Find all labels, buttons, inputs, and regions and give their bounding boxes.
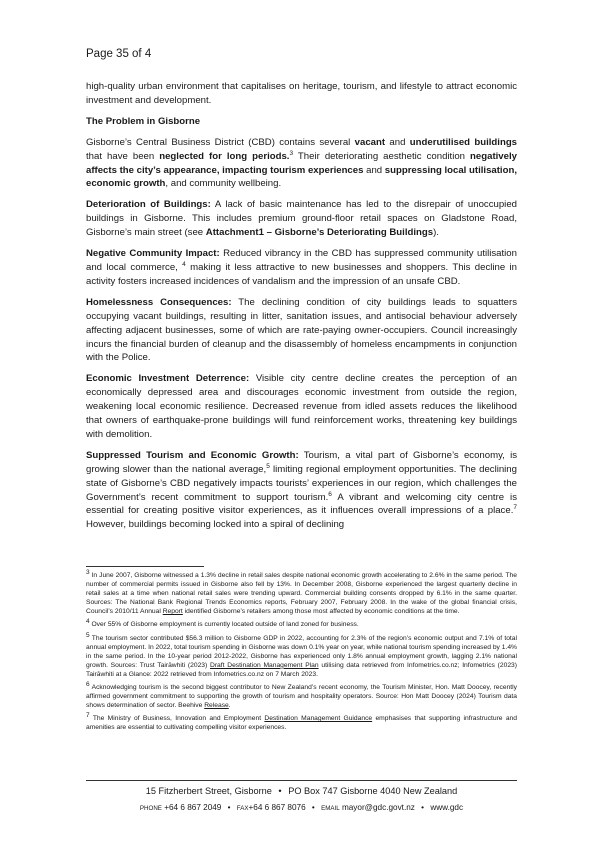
release-link[interactable]: Release: [204, 702, 229, 710]
footnote-divider: [86, 566, 204, 567]
problem-text: Gisborne’s Central Business District (CBD) contains several: [86, 136, 355, 148]
fax-number: +64 6 867 8076: [248, 803, 306, 812]
page-number: Page 35 of 4: [86, 48, 152, 60]
footnote-number: 3: [86, 568, 90, 576]
footer-divider: [86, 780, 517, 781]
footnote-ref: 5: [266, 462, 270, 470]
footnote-text: emphasises that supporting infrastructure and amenities are essential to cultivating compelling visitor experiences.: [86, 715, 517, 732]
email-address[interactable]: mayor@gdc.govt.nz: [341, 803, 415, 812]
footnote-number: 5: [86, 631, 90, 639]
bullet-separator: •: [278, 786, 282, 796]
destination-plan-link[interactable]: Draft Destination Management Plan: [210, 661, 319, 669]
footnote-text: Over 55% of Gisborne employment is currently located outside of land zoned for business.: [89, 621, 359, 629]
paragraph-label: Suppressed Tourism and Economic Growth:: [86, 449, 299, 461]
footnote-text: The tourism sector contributed $56.3 million to Gisborne GDP in 2022, accounting for 2.3% of the region’s economic output and 7.1% of total annual employment. In 2022, total tourism spending in Gisborne was down 0.1% year on year, while national tourism spending increased by 1.4% in the same period. In the 10-year period 2012-2022, Gisborne has experienced only 1.8% annual employment growth, lagging 2.1% national growth. Sources: Trust Tairāwhiti (2023): [86, 634, 517, 669]
investment-paragraph: [86, 372, 517, 442]
paragraph-text: The declining condition of city buildings leads to squatters occupying vacant buildings, resulting in litter, sanitation issues, and antisocial behaviour adversely affecting adjacent businesses, some of which are rate-paying owner-occupiers. Council increasingly incurs the financial burden of cleanup and the disassembly of homeless encampments in conjunction with the Police.: [86, 296, 517, 364]
problem-paragraph: [86, 136, 517, 192]
problem-text: and: [385, 136, 410, 148]
website[interactable]: www.gdc: [430, 803, 464, 812]
paragraph-text: Tourism, a vital part of Gisborne’s economy, is growing slower than the national average,: [86, 449, 517, 475]
bullet-separator: •: [227, 803, 231, 812]
community-paragraph: [86, 247, 517, 289]
footnote-text: Acknowledging tourism is the second biggest contributor to New Zealand’s recent economy, the Tourism Minister, Hon. Matt Doocey, recently affirmed government commitment to supporting the growth of tourism and hospitality operators. Source: Hon Matt Doocey (2024) Tourism data shows determination of sector. Beehive: [86, 684, 517, 710]
section-heading: The Problem in Gisborne: [86, 115, 201, 127]
footer-contact-line: [86, 803, 517, 812]
homelessness-paragraph: [86, 296, 517, 366]
footnote-text: In June 2007, Gisborne witnessed a 1.3% decline in retail sales despite national economic growth accelerating to 2.6% in the same period. The number of commercial permits issued in Gisborne also fell by 13%. In December 2008, Gisborne experienced the largest quarterly decline in retail sales at a time when national retail sales were trending upward. Commercial building consents dropped by 6.1% in the same quarter. Sources: The National Bank Regional Trends Economics reports, February 2007, February 2008. In the wake of the global financial crisis, Council’s 2010/11 Annual: [86, 572, 517, 616]
problem-emphasis: negatively affects the city’s appearance, impacting tourism experiences: [86, 150, 517, 176]
footnote-number: 6: [86, 680, 90, 688]
paragraph-text: ).: [433, 227, 439, 239]
bullet-separator: •: [421, 803, 425, 812]
problem-emphasis: suppressing local utilisation, economic growth: [86, 164, 517, 190]
fax-label: FAX: [236, 805, 249, 812]
intro-paragraph: high-quality urban environment that capitalises on heritage, tourism, and lifestyle to attract economic investment and development.: [86, 81, 517, 106]
footnotes: [86, 568, 517, 737]
footnote-4: [86, 620, 517, 629]
attachment-reference: Attachment1 – Gisborne’s Deteriorating Buildings: [205, 227, 434, 239]
paragraph-label: Deterioration of Buildings:: [86, 199, 211, 211]
paragraph-text: making it less attractive to new businesses and shoppers. This decline in activity fosters increased incidences of vandalism and the impression of an unsafe CBD.: [86, 261, 517, 287]
guidance-link[interactable]: Destination Management Guidance: [264, 715, 373, 723]
tourism-paragraph: [86, 449, 517, 532]
paragraph-label: Economic Investment Deterrence:: [86, 373, 250, 385]
footnote-number: 7: [86, 712, 90, 720]
footnote-5: [86, 631, 517, 679]
problem-emphasis: neglected for long periods.: [159, 150, 290, 162]
deterioration-paragraph: [86, 198, 517, 240]
paragraph-text: However, buildings becoming locked into a spiral of declining: [86, 519, 345, 531]
document-body: [86, 80, 517, 539]
paragraph-text: Visible city centre decline creates the perception of an economically depressed area and discourages economic investment from outside the region, weakening local economic resilience. Decreased revenue from idled assets reduces the likelihood that owners of earthquake-prone buildings will fund reinforcement works, threatening key buildings with demolition.: [86, 373, 517, 440]
paragraph-text: Reduced vibrancy in the CBD has suppressed community utilisation and local commerce,: [86, 248, 517, 273]
paragraph-text: A vibrant and welcoming city centre is essential for creating positive visitor experiences, as it influences overall impressions of a place.: [86, 491, 517, 517]
paragraph-text: limiting regional employment opportunities. The declining state of Gisborne’s CBD negatively impacts tourists’ experiences in our region, which challenges the Government’s recent commitment to support tourism.: [86, 463, 517, 503]
street-address: 15 Fitzherbert Street, Gisborne: [145, 786, 272, 796]
footnote-ref: 6: [328, 490, 332, 498]
footnote-ref: 3: [289, 149, 294, 157]
footnote-number: 4: [86, 618, 90, 626]
problem-emphasis: underutilised buildings: [409, 136, 518, 148]
footnote-text: identified Gisborne’s retailers among those most affected by economic conditions at the time.: [182, 608, 460, 616]
problem-text: , and community wellbeing.: [165, 178, 282, 190]
paragraph-text: A lack of basic maintenance has led to the disrepair of unoccupied buildings in Gisborne. This includes premium ground-floor retail spaces on Gladstone Road, Gisborne’s main street (see: [86, 199, 517, 239]
phone-number: +64 6 867 2049: [164, 803, 222, 812]
paragraph-label: Negative Community Impact:: [86, 248, 220, 260]
paragraph-label: Homelessness Consequences:: [86, 296, 232, 308]
footnote-text: utilising data retrieved from Infometrics.co.nz; Infometrics (2023) Tairāwhiti at a Glance: 2022 retrieved from Infometrics.co.nz on 7 March 2023.: [86, 661, 517, 678]
footnote-ref: 7: [513, 504, 517, 512]
footnote-6: [86, 680, 517, 710]
report-link[interactable]: Report: [162, 608, 183, 616]
po-box: PO Box 747 Gisborne 4040 New Zealand: [288, 786, 458, 796]
footnote-ref: 4: [182, 260, 186, 268]
problem-text: Their deteriorating aesthetic condition: [293, 150, 471, 162]
footnote-3: [86, 568, 517, 616]
footnote-text: The Ministry of Business, Innovation and Employment: [89, 715, 265, 723]
email-label: EMAIL: [321, 805, 340, 812]
problem-text: and: [363, 164, 385, 176]
footer-address-line: [86, 786, 517, 796]
problem-text: that have been: [86, 150, 160, 162]
footnote-7: [86, 714, 517, 732]
problem-emphasis: vacant: [354, 136, 386, 148]
phone-label: PHONE: [139, 805, 162, 812]
bullet-separator: •: [311, 803, 315, 812]
footnote-text: .: [228, 702, 231, 710]
